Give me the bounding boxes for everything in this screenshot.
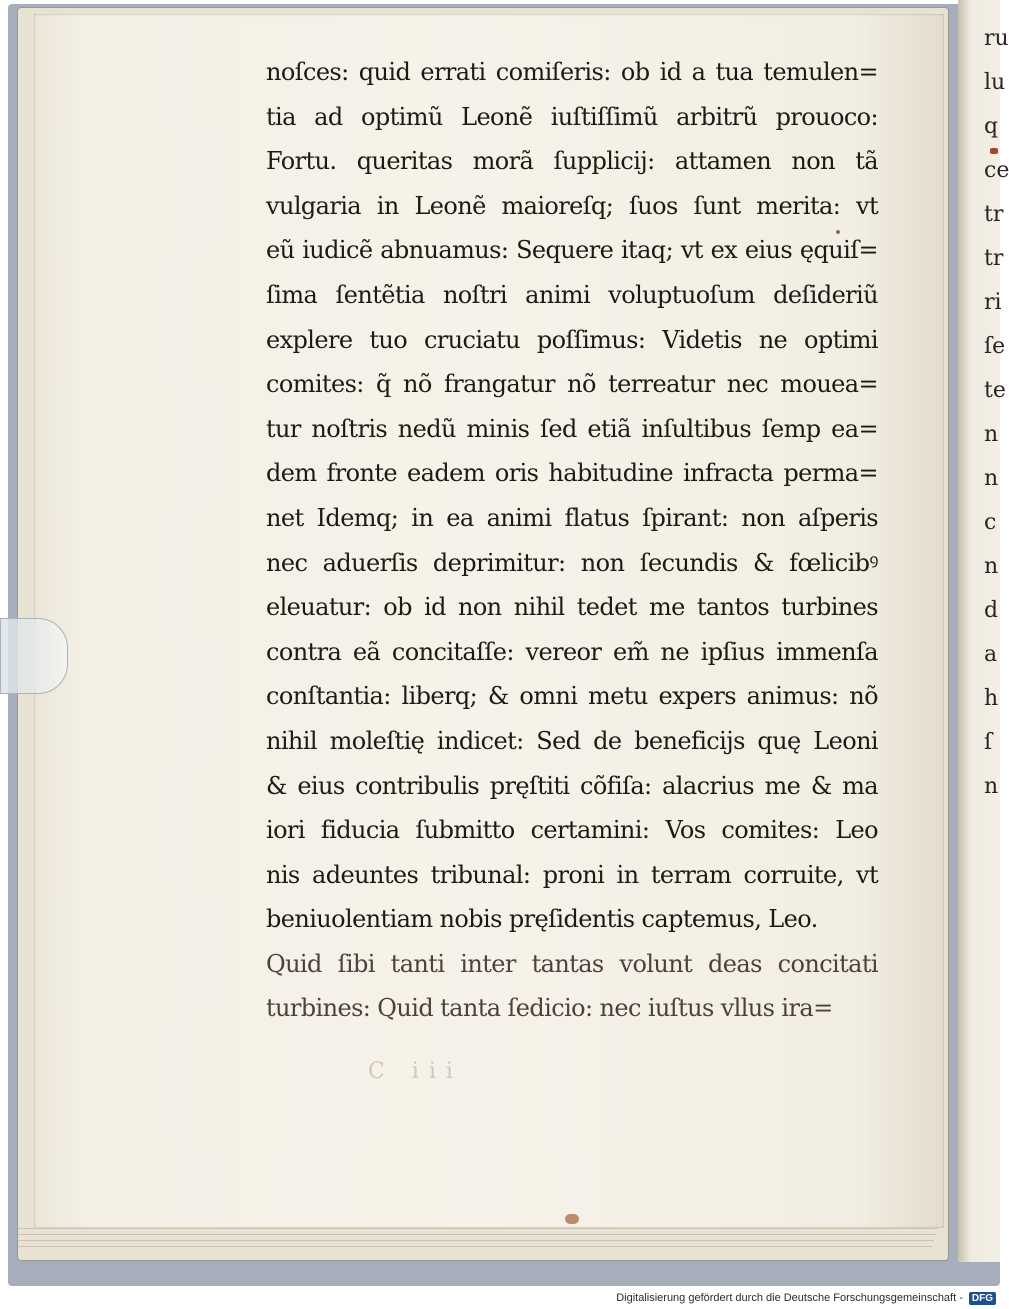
text-line: beniuolentiam nobis pręſidentis captemus, Leo. bbox=[266, 905, 818, 934]
facing-page-glyph: tr bbox=[984, 246, 1004, 271]
footer-credit bbox=[616, 1287, 996, 1309]
facing-page-glyph: n bbox=[984, 554, 999, 579]
facing-page-glyph: ru bbox=[984, 26, 1009, 51]
foxing-spot bbox=[990, 148, 998, 154]
leaf-edge bbox=[18, 1228, 938, 1229]
text-line: ſima ſentẽtia noſtri animi voluptuoſum deſideriũ bbox=[266, 280, 878, 309]
text-line: tur noſtris nedũ minis ſed etiã inſultibus ſemp ea= bbox=[266, 414, 878, 443]
facing-page-glyph: a bbox=[984, 642, 998, 667]
facing-page-glyph: ri bbox=[984, 290, 1002, 315]
text-line: Fortu. queritas morã ſupplicij: attamen non tã bbox=[266, 147, 878, 176]
facing-page-glyph: c bbox=[984, 510, 997, 535]
facing-page-glyph: ce bbox=[984, 158, 1009, 183]
leaf-edge bbox=[18, 1234, 936, 1235]
text-line: turbines: Quid tanta ſedicio: nec iuſtus vllus ira= bbox=[266, 994, 833, 1023]
text-line: tia ad optimũ Leonẽ iuſtiſſimũ arbitrũ prouoco: bbox=[266, 102, 878, 131]
dfg-logo: DFG bbox=[969, 1292, 996, 1305]
facing-page-glyph: q bbox=[984, 114, 999, 139]
text-line: & eius contribulis pręſtiti cõfiſa: alacrius me & ma bbox=[266, 771, 878, 800]
facing-page-glyph: tr bbox=[984, 202, 1004, 227]
facing-page-glyph: ſ bbox=[984, 730, 993, 755]
leaf-edge bbox=[18, 1240, 934, 1241]
text-line: nihil moleſtię indicet: Sed de beneficijs quę Leoni bbox=[266, 726, 878, 755]
text-line: noſces: quid errati comiſeris: ob id a tua temulen= bbox=[266, 58, 878, 86]
text-line: conſtantia: liberq; & omni metu expers animus: nõ bbox=[266, 682, 878, 711]
text-line: vulgaria in Leonẽ maioreſq; ſuos ſunt merita: vt bbox=[266, 191, 878, 220]
text-line: nis adeuntes tribunal: proni in terram corruite, vt bbox=[266, 860, 878, 889]
facing-page-glyph: te bbox=[984, 378, 1006, 403]
facing-page-glyph: lu bbox=[984, 70, 1006, 95]
text-line: eũ iudicẽ abnuamus: Sequere itaq; vt ex eius ęquiſ= bbox=[266, 236, 878, 265]
text-line: Quid ſibi tanti inter tantas volunt deas concitati bbox=[266, 949, 878, 978]
text-line: comites: q̃ nõ frangatur nõ terreatur nec mouea= bbox=[266, 370, 878, 399]
facing-page-glyph: d bbox=[984, 598, 999, 623]
signature-mark: C iii bbox=[368, 1059, 463, 1084]
text-line: explere tuo cruciatu poſſimus: Videtis ne optimi bbox=[266, 325, 878, 354]
text-line: contra eã concitaſſe: vereor em̃ ne ipſius immenſa bbox=[266, 637, 878, 666]
facing-page-glyph: h bbox=[984, 686, 999, 711]
facing-page-glyph: ſe bbox=[984, 334, 1006, 359]
leaf-edge bbox=[18, 1246, 932, 1247]
facing-page-glyph: n bbox=[984, 422, 999, 447]
text-block bbox=[266, 50, 878, 1031]
text-line: eleuatur: ob id non nihil tedet me tantos turbines bbox=[266, 593, 878, 622]
facing-page-glyph: n bbox=[984, 466, 999, 491]
footer-credit-text: Digitalisierung gefördert durch die Deutsche Forschungsgemeinschaft - bbox=[616, 1292, 963, 1304]
foxing-spot bbox=[836, 230, 840, 234]
text-line: dem fronte eadem oris habitudine infracta perma= bbox=[266, 459, 878, 488]
text-line: net Idemq; in ea animi flatus ſpirant: non aſperis bbox=[266, 503, 878, 532]
facing-page-glyph: n bbox=[984, 774, 999, 799]
foxing-stain bbox=[565, 1214, 579, 1224]
text-line: iori fiducia ſubmitto certamini: Vos comites: Leo bbox=[266, 816, 878, 845]
facing-page-edge bbox=[958, 0, 1000, 1262]
page-clamp bbox=[0, 618, 68, 694]
text-line: nec aduerſis deprimitur: non ſecundis & fœlicibꝰ bbox=[266, 548, 878, 577]
